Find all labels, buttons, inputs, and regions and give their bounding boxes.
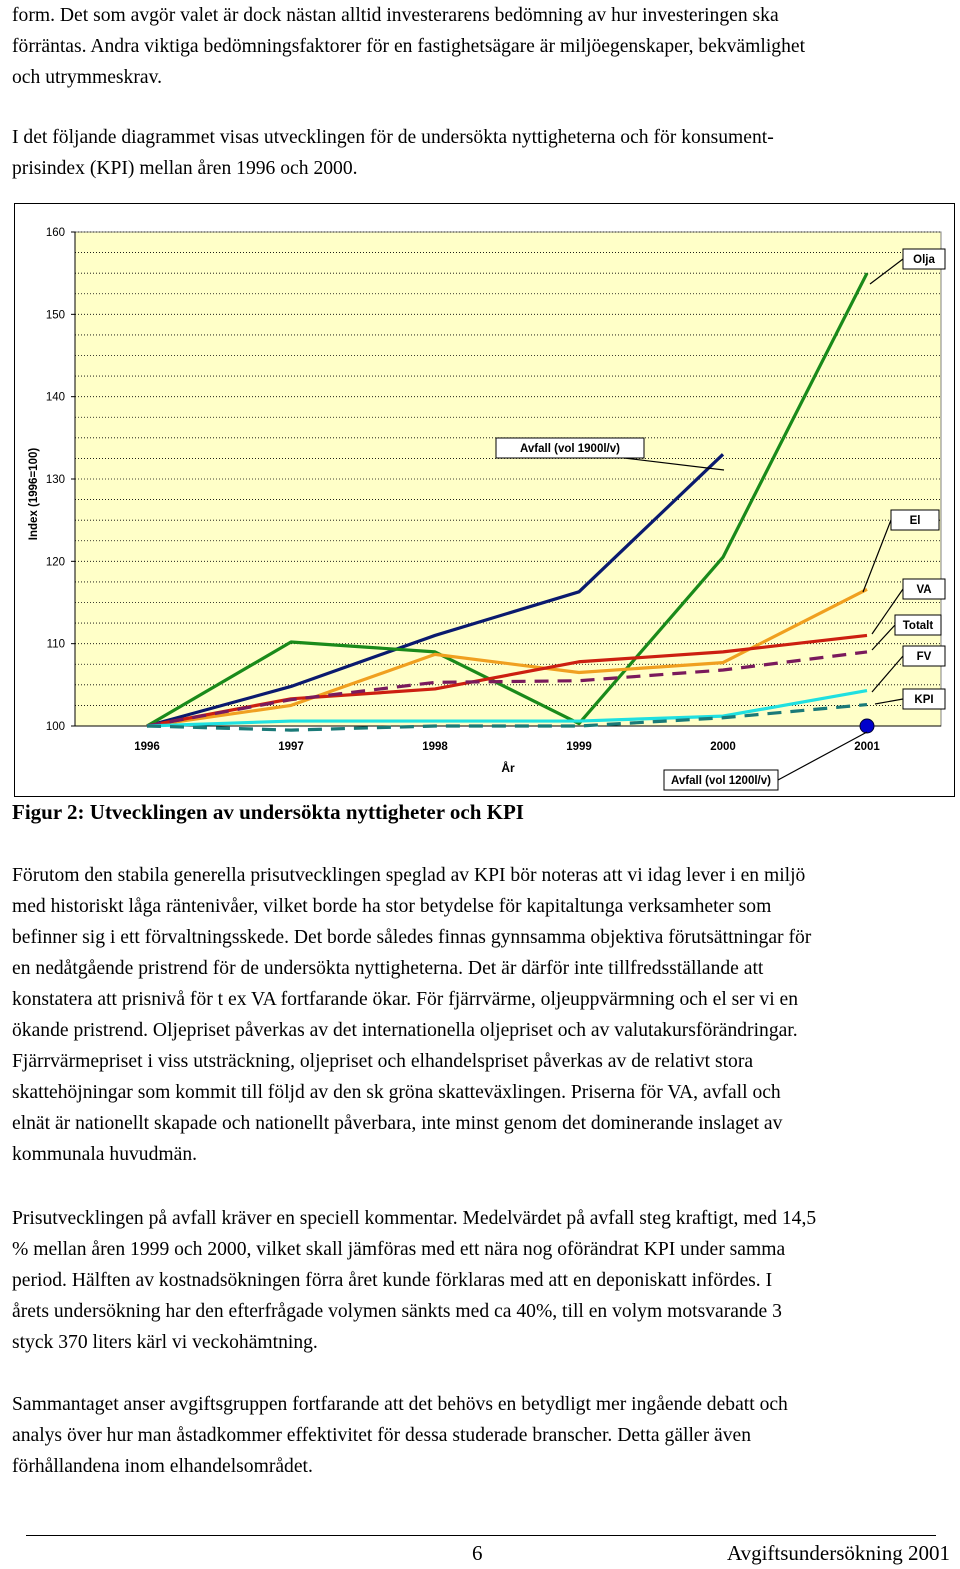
- legend-label: FV: [916, 651, 932, 663]
- text-line: med historiskt låga räntenivåer, vilket borde ha stor betydelse för kapitaltunga verksamheter som: [12, 896, 772, 917]
- text-line: en nedåtgående pristrend för de undersökta nyttigheterna. Det är därför inte tillfredsställande att: [12, 958, 764, 979]
- body-paragraph-2: [12, 1203, 952, 1358]
- series-point: [860, 719, 874, 733]
- legend-label: Olja: [913, 254, 935, 266]
- text-line: elnät är nationellt skapade och nationellt påverbara, inte minst genom det dominerande inslaget av: [12, 1113, 783, 1134]
- y-tick-label: 140: [45, 391, 65, 404]
- text-line: skattehöjningar som kommit till följd av den sk gröna skatteväxlingen. Priserna för VA, avfall och: [12, 1082, 781, 1103]
- x-axis-label: År: [501, 761, 515, 775]
- page-number: 6: [472, 1541, 483, 1565]
- text-line: förhållandena inom elhandelsområdet.: [12, 1456, 313, 1477]
- x-tick-label: 2000: [710, 741, 736, 753]
- x-tick-label: 1999: [566, 741, 592, 753]
- text-line: Sammantaget anser avgiftsgruppen fortfarande att det behövs en betydligt mer ingående debatt och: [12, 1394, 788, 1415]
- text-line: styck 370 liters kärl vi veckohämtning.: [12, 1332, 318, 1353]
- body-paragraph-3: [12, 1389, 952, 1482]
- text-line: Förutom den stabila generella prisutvecklingen speglad av KPI bör noteras att vi idag lever i en miljö: [12, 865, 806, 886]
- y-tick-label: 110: [46, 638, 65, 651]
- text-line: % mellan åren 1999 och 2000, vilket skall jämföras med ett nära nog oförändrat KPI under samma: [12, 1239, 786, 1260]
- x-tick-label: 1996: [134, 741, 160, 753]
- text-line: befinner sig i ett förvaltningsskede. Det borde således finnas gynnsamma objektiva förutsättningar för: [12, 927, 812, 948]
- y-axis-label: Index (1996=100): [28, 447, 40, 541]
- text-line: förräntas. Andra viktiga bedömningsfaktorer för en fastighetsägare är miljöegenskaper, bekvämlighet: [12, 36, 806, 57]
- index-chart: [14, 203, 955, 797]
- text-line: och utrymmeskrav.: [12, 67, 162, 88]
- text-line: prisindex (KPI) mellan åren 1996 och 2000.: [12, 158, 358, 179]
- y-tick-label: 130: [45, 474, 65, 486]
- x-tick-label: 2001: [854, 741, 880, 753]
- legend-leader-line: [778, 732, 867, 780]
- text-line: Prisutvecklingen på avfall kräver en speciell kommentar. Medelvärdet på avfall steg kraftigt, med 14,5: [12, 1208, 817, 1229]
- chart-intro-paragraph: [12, 122, 952, 184]
- y-tick-label: 100: [45, 721, 65, 733]
- text-line: ökande pristrend. Oljepriset påverkas av det internationella oljepriset och av valutakursförändringar.: [12, 1020, 798, 1041]
- body-paragraph-1: [12, 860, 952, 1170]
- y-tick-label: 150: [45, 309, 65, 322]
- text-line: I det följande diagrammet visas utvecklingen för de undersökta nyttigheterna och för konsument-: [12, 127, 774, 148]
- text-line: Fjärrvärmepriset i viss utsträckning, oljepriset och elhandelspriset påverkas av de relativt stora: [12, 1051, 754, 1072]
- legend-label: KPI: [914, 694, 934, 706]
- y-tick-label: 160: [45, 227, 65, 239]
- figure-caption: Figur 2: Utvecklingen av undersökta nyttigheter och KPI: [12, 800, 524, 824]
- x-tick-label: 1998: [422, 741, 448, 753]
- text-line: analys över hur man åstadkommer effektivitet för dessa studerade branscher. Detta gäller även: [12, 1425, 752, 1446]
- legend-label: Totalt: [902, 620, 934, 632]
- text-line: kommunala huvudmän.: [12, 1144, 198, 1165]
- text-line: konstatera att prisnivå för t ex VA fortfarande ökar. För fjärrvärme, oljeuppvärmning och el ser vi en: [12, 989, 799, 1010]
- intro-paragraph: [12, 0, 952, 93]
- text-line: period. Hälften av kostnadsökningen förra året kunde förklaras med att en deponiskatt infördes. I: [12, 1270, 773, 1291]
- legend-label: VA: [916, 584, 932, 596]
- text-line: form. Det som avgör valet är dock nästan alltid investerarens bedömning av hur investeringen ska: [12, 5, 779, 26]
- x-tick-label: 1997: [278, 741, 304, 753]
- legend-label: Avfall (vol 1900l/v): [520, 443, 620, 455]
- legend-label: Avfall (vol 1200l/v): [671, 775, 771, 787]
- chart-svg: [15, 204, 956, 798]
- legend-label: El: [909, 515, 921, 527]
- document-title: Avgiftsundersökning 2001: [726, 1541, 950, 1565]
- footer-rule: [26, 1535, 936, 1536]
- text-line: årets undersökning har den efterfrågade volymen sänkts med ca 40%, till en volym motsvarande 3: [12, 1301, 782, 1322]
- y-tick-label: 120: [45, 556, 65, 569]
